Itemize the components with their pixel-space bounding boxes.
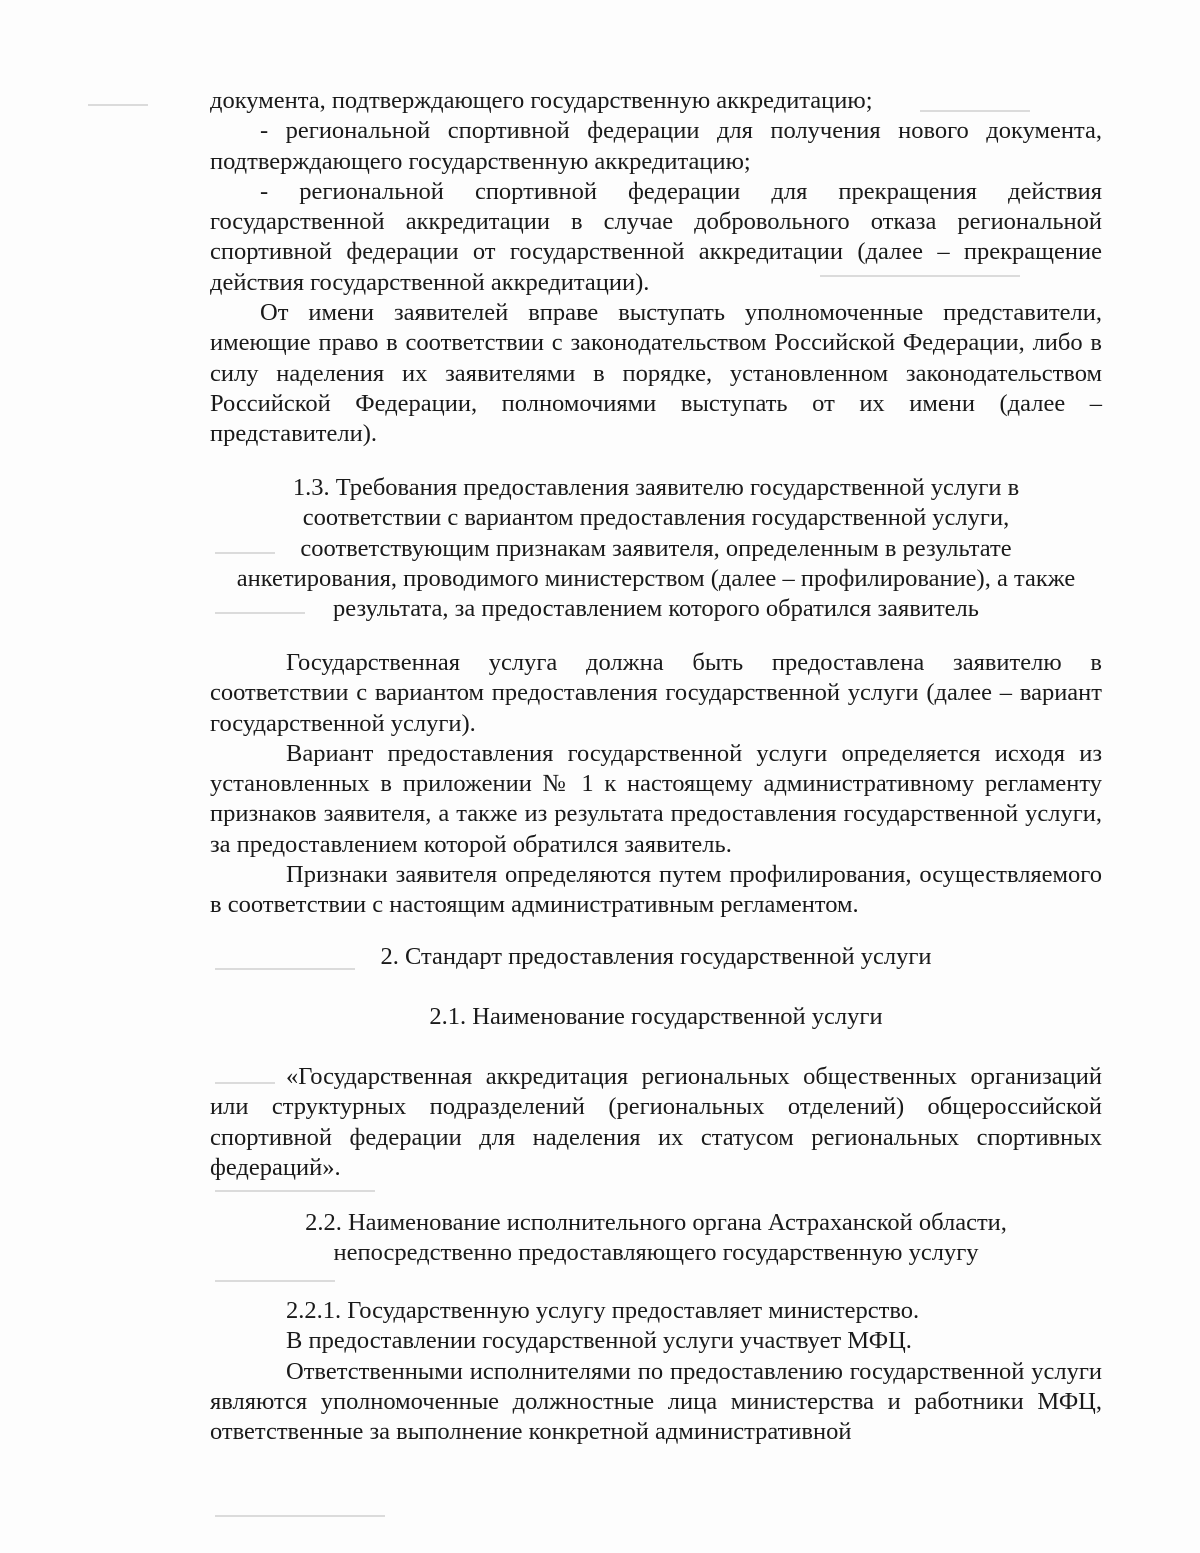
provider-paragraph: 2.2.1. Государственную услугу предоставляет министерство. xyxy=(286,1297,920,1324)
list-item-new-document: - региональной спортивной федерации для получения нового документа, подтверждающего государственную аккредитацию; xyxy=(210,117,1102,175)
variant-paragraph: Государственная услуга должна быть предоставлена заявителю в соответствии с вариантом предоставления государственной услуги (далее – вариант государственной услуги). xyxy=(210,649,1102,737)
section-2-2-heading xyxy=(210,1208,1102,1269)
service-name-paragraph: «Государственная аккредитация региональных общественных организаций или структурных подразделений (региональных отделений) общероссийской спортивной федерации для наделения их статусом региональных спортивных федераций». xyxy=(210,1063,1102,1181)
heading-line: 2.2. Наименование исполнительного органа Астраханской области, xyxy=(305,1209,1007,1236)
section-2-heading: 2. Стандарт предоставления государственной услуги xyxy=(380,943,932,970)
heading-line: непосредственно предоставляющего государственную услугу xyxy=(333,1239,979,1267)
scan-artifact xyxy=(215,1515,385,1517)
heading-line: соответствующим признакам заявителя, определенным в результате xyxy=(300,534,1012,562)
mfc-paragraph: В предоставлении государственной услуги участвует МФЦ. xyxy=(286,1327,912,1355)
section-1-3-heading xyxy=(210,473,1102,624)
heading-line: результата, за предоставлением которого обратился заявитель xyxy=(333,595,979,623)
responsible-paragraph: Ответственными исполнителями по предоставлению государственной услуги являются уполномоченные должностные лица министерства и работники МФЦ, ответственные за выполнение конкретной административной xyxy=(210,1357,1102,1446)
applicant-signs-paragraph: Признаки заявителя определяются путем профилирования, осуществляемого в соответствии с настоящим административным регламентом. xyxy=(210,861,1102,919)
list-item-termination: - региональной спортивной федерации для прекращения действия государственной аккредитации в случае добровольного отказа региональной спортивной федерации от государственной аккредитации (далее – прекращение действия государственной аккредитации). xyxy=(210,177,1102,296)
section-2-2-body xyxy=(210,1296,1102,1447)
variant-determination-paragraph: Вариант предоставления государственной услуги определяется исходя из установленных в приложении № 1 к настоящему административному регламенту признаков заявителя, а также из результата предоставления государственной услуги, за предоставлением которой обратился заявитель. xyxy=(210,739,1102,858)
section-2-1-heading: 2.1. Наименование государственной услуги xyxy=(429,1003,883,1030)
heading-line: соответствии с вариантом предоставления государственной услуги, xyxy=(302,504,1010,532)
representatives-paragraph: От имени заявителей вправе выступать уполномоченные представители, имеющие право в соответствии с законодательством Российской Федерации, либо в силу наделения их заявителями в порядке, установленном законодательством Российской Федерации, полномочиями выступать от их имени (далее – представители). xyxy=(210,299,1102,448)
section-1-3-body xyxy=(210,648,1102,921)
body-text-line: документа, подтверждающего государственную аккредитацию; xyxy=(210,87,873,114)
intro-block xyxy=(210,86,1102,450)
section-2-1-body xyxy=(210,1062,1102,1183)
scan-artifact xyxy=(88,104,148,106)
heading-line: 1.3. Требования предоставления заявителю государственной услуги в xyxy=(292,474,1020,501)
heading-line: анкетирования, проводимого министерством (далее – профилирование), а также xyxy=(236,564,1076,592)
scan-artifact xyxy=(215,1280,335,1282)
scan-artifact xyxy=(215,1190,375,1192)
